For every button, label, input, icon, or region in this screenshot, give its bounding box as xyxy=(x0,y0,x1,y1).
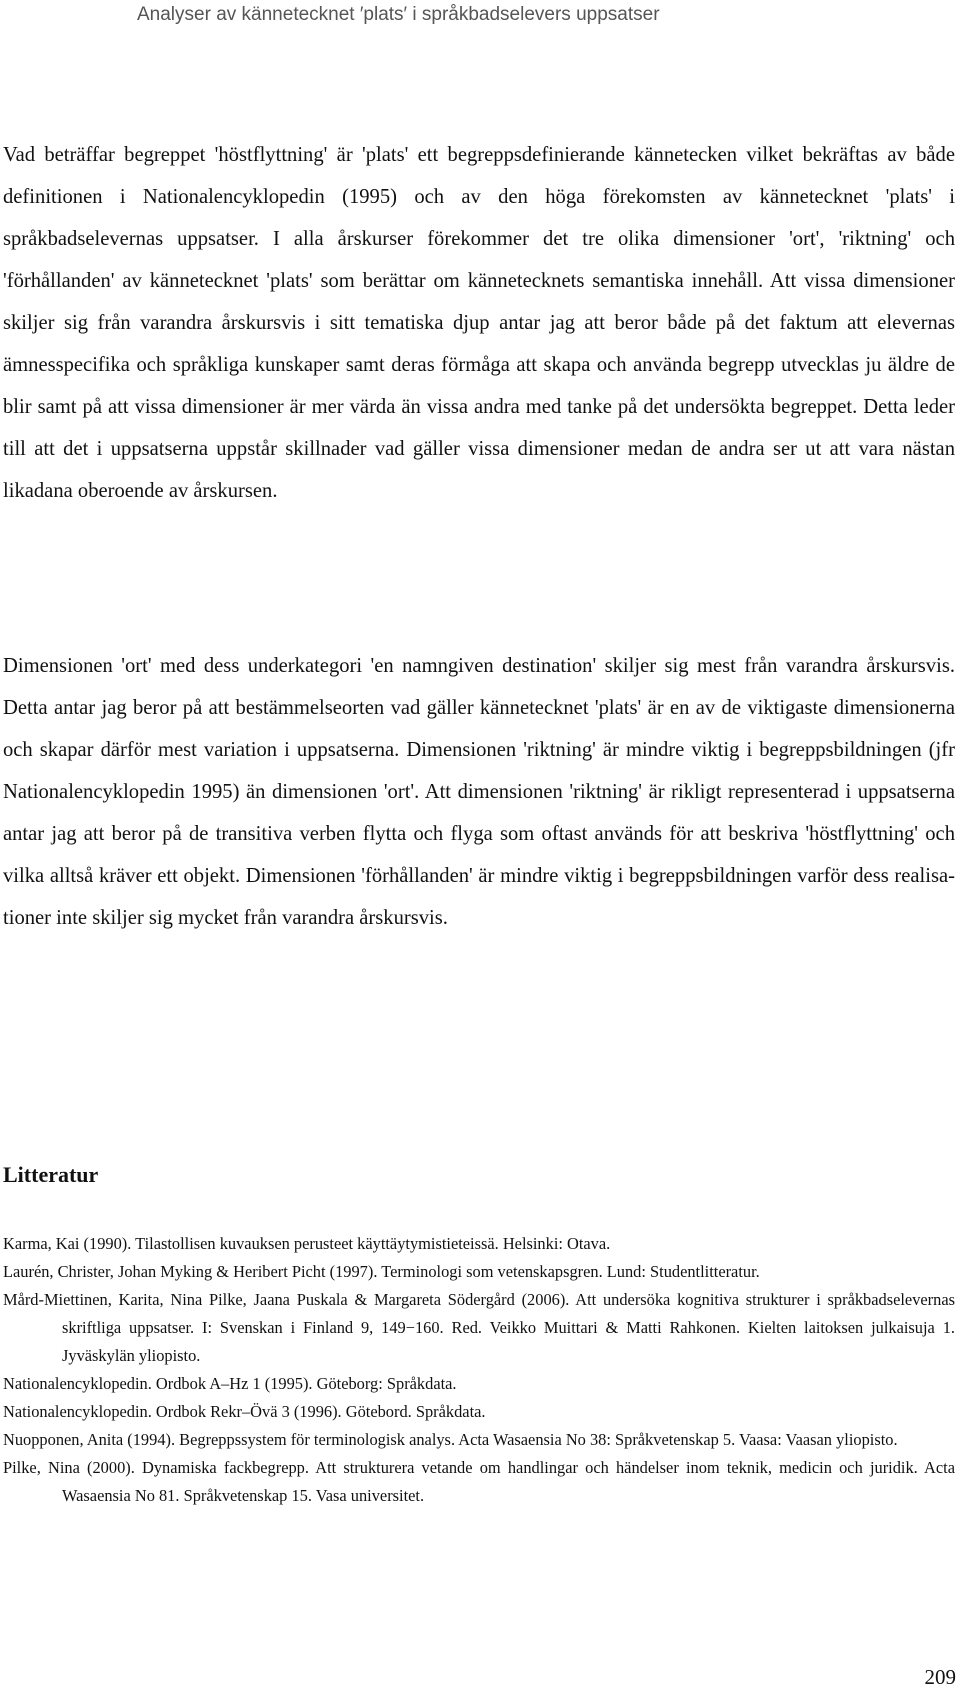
reference-entry-mard-miettinen: Mård-Miettinen, Karita, Nina Pilke, Jaana Puskala & Margareta Södergård (2006). Att undersöka kognitiva strukturer i språkbadselevernas skriftliga uppsatser. I: Svenskan i Finland 9, 149−160. Red. Veikko Muittari & Matti Rahkonen. Kielten laitoksen julkaisuja 1. Jyväskylän yliopisto. xyxy=(3,1290,955,1365)
references-heading: Litteratur xyxy=(3,1162,99,1187)
reference-entry-pilke: Pilke, Nina (2000). Dynamiska fackbegrepp. Att strukturera vetande om handlingar och händelser inom teknik, medicin och juridik. Acta Wasaensia No 81. Språkvetenskap 15. Vasa universitet. xyxy=(3,1458,955,1505)
reference-entry-karma: Karma, Kai (1990). Tilastollisen kuvauksen perusteet käyttäytymistieteissä. Helsinki: Otava. xyxy=(3,1234,611,1253)
body-paragraph-2: Dimensionen 'ort' med dess underkategori 'en namngiven destination' skiljer sig mest från varandra årskursvis. Detta antar jag beror på att bestämmelseorten vad gäller kännetecknet 'plats' är en av de viktigaste dimensionerna och skapar därför mest variation i uppsatserna. Dimensionen 'riktning' är mindre viktig i begreppsbildningen (jfr Nationalencyklopedin 1995) än dimensionen 'ort'. Att dimensionen 'riktning' är rikligt representerad i uppsatserna antar jag att beror på de transitiva verben flytta och flyga som oftast används för att beskriva 'höstflyttning' och vilka alltså kräver ett objekt. Dimensionen 'förhållanden' är mindre viktig i begreppsbildningen varför dess realisationer inte skiljer sig mycket från varandra årskursvis. xyxy=(3,655,955,929)
reference-list xyxy=(3,1230,955,1510)
reference-entry-lauren: Laurén, Christer, Johan Myking & Heribert Picht (1997). Terminologi som vetenskapsgren. Lund: Studentlitteratur. xyxy=(3,1262,760,1281)
body-paragraph-1: Vad beträffar begreppet 'höstflyttning' är 'plats' ett begreppsdefinierande kännetecken vilket bekräftas av både definitionen i Nationalencyklopedin (1995) och av den höga förekomsten av kännetecknet 'plats' i språkbadselevernas uppsatser. I alla årskurser förekommer det tre olika dimensioner 'ort', 'riktning' och 'förhållanden' av kännetecknet 'plats' som berättar om kännetecknets semantiska innehåll. Att vissa dimensioner skiljer sig från varandra årskursvis i sitt tematiska djup antar jag att beror både på det faktum att elevernas ämnesspecifika och språkliga kunskaper samt deras förmåga att skapa och använda begrepp utvecklas ju äldre de blir samt på att vissa dimensioner är mer värda än vissa andra med tanke på det undersökta begreppet. Detta leder till att det i uppsatserna uppstår skillnader vad gäller vissa dimensioner medan de andra ser ut att vara nästan likadana oberoende av årskursen. xyxy=(3,144,955,502)
running-header: Analyser av kännetecknet ′plats′ i språkbadselevers uppsatser xyxy=(137,4,660,25)
reference-entry-ne-1: Nationalencyklopedin. Ordbok A–Hz 1 (1995). Göteborg: Språkdata. xyxy=(3,1374,457,1393)
reference-entry-ne-3: Nationalencyklopedin. Ordbok Rekr–Övä 3 (1996). Götebord. Språkdata. xyxy=(3,1402,486,1421)
reference-entry-nuopponen: Nuopponen, Anita (1994). Begreppssystem för terminologisk analys. Acta Wasaensia No 38: Språkvetenskap 5. Vaasa: Vaasan yliopisto. xyxy=(3,1430,898,1449)
page-number: 209 xyxy=(924,1665,956,1689)
